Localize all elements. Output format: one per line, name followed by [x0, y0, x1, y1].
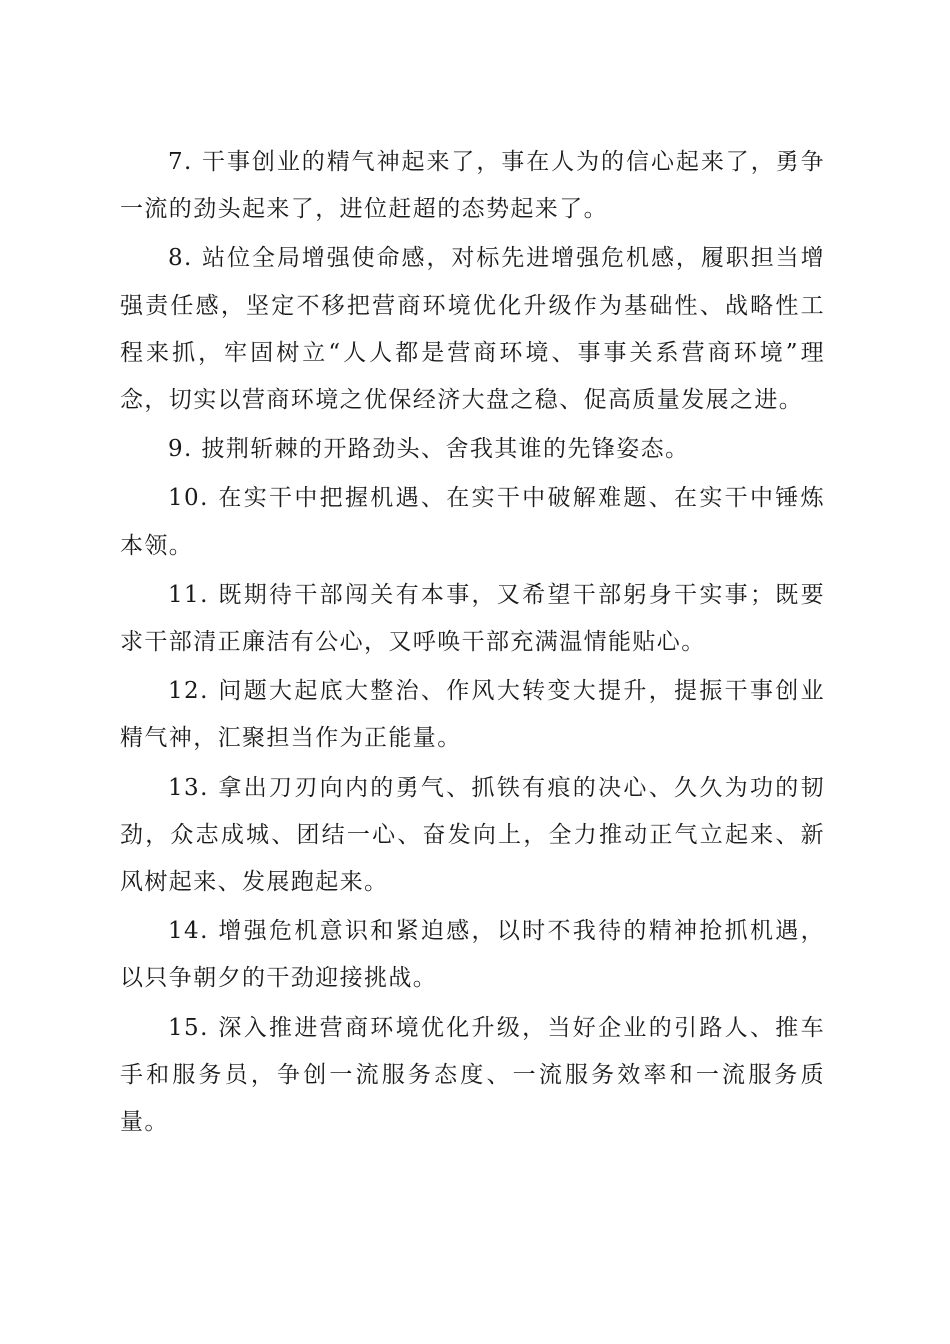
- paragraph-12: 12. 问题大起底大整治、作风大转变大提升，提振干事创业精气神，汇聚担当作为正能量。: [120, 678, 825, 752]
- paragraph-8: 8. 站位全局增强使命感，对标先进增强危机感，履职担当增强责任感，坚定不移把营商环境优化升级作为基础性、战略性工程来抓，牢固树立“人人都是营商环境、事事关系营商环境”理念，切实以营商环境之优保经济大盘之稳、促高质量发展之进。: [120, 245, 825, 414]
- paragraph-10: 10. 在实干中把握机遇、在实干中破解难题、在实干中锤炼本领。: [120, 485, 825, 559]
- paragraph-9: 9. 披荆斩棘的开路劲头、舍我其谁的先锋姿态。: [168, 436, 690, 463]
- document-body: [120, 139, 825, 1148]
- paragraph-15: 15. 深入推进营商环境优化升级，当好企业的引路人、推车手和服务员，争创一流服务态度、一流服务效率和一流服务质量。: [120, 1014, 825, 1136]
- paragraph-7: 7. 干事创业的精气神起来了，事在人为的信心起来了，勇争一流的劲头起来了，进位赶超的态势起来了。: [120, 149, 825, 223]
- paragraph-13: 13. 拿出刀刃向内的勇气、抓铁有痕的决心、久久为功的韧劲，众志成城、团结一心、奋发向上，全力推动正气立起来、新风树起来、发展跑起来。: [120, 774, 825, 896]
- paragraph-11: 11. 既期待干部闯关有本事，又希望干部躬身干实事；既要求干部清正廉洁有公心，又呼唤干部充满温情能贴心。: [120, 581, 825, 656]
- paragraph-14: 14. 增强危机意识和紧迫感，以时不我待的精神抢抓机遇，以只争朝夕的干劲迎接挑战。: [120, 918, 825, 992]
